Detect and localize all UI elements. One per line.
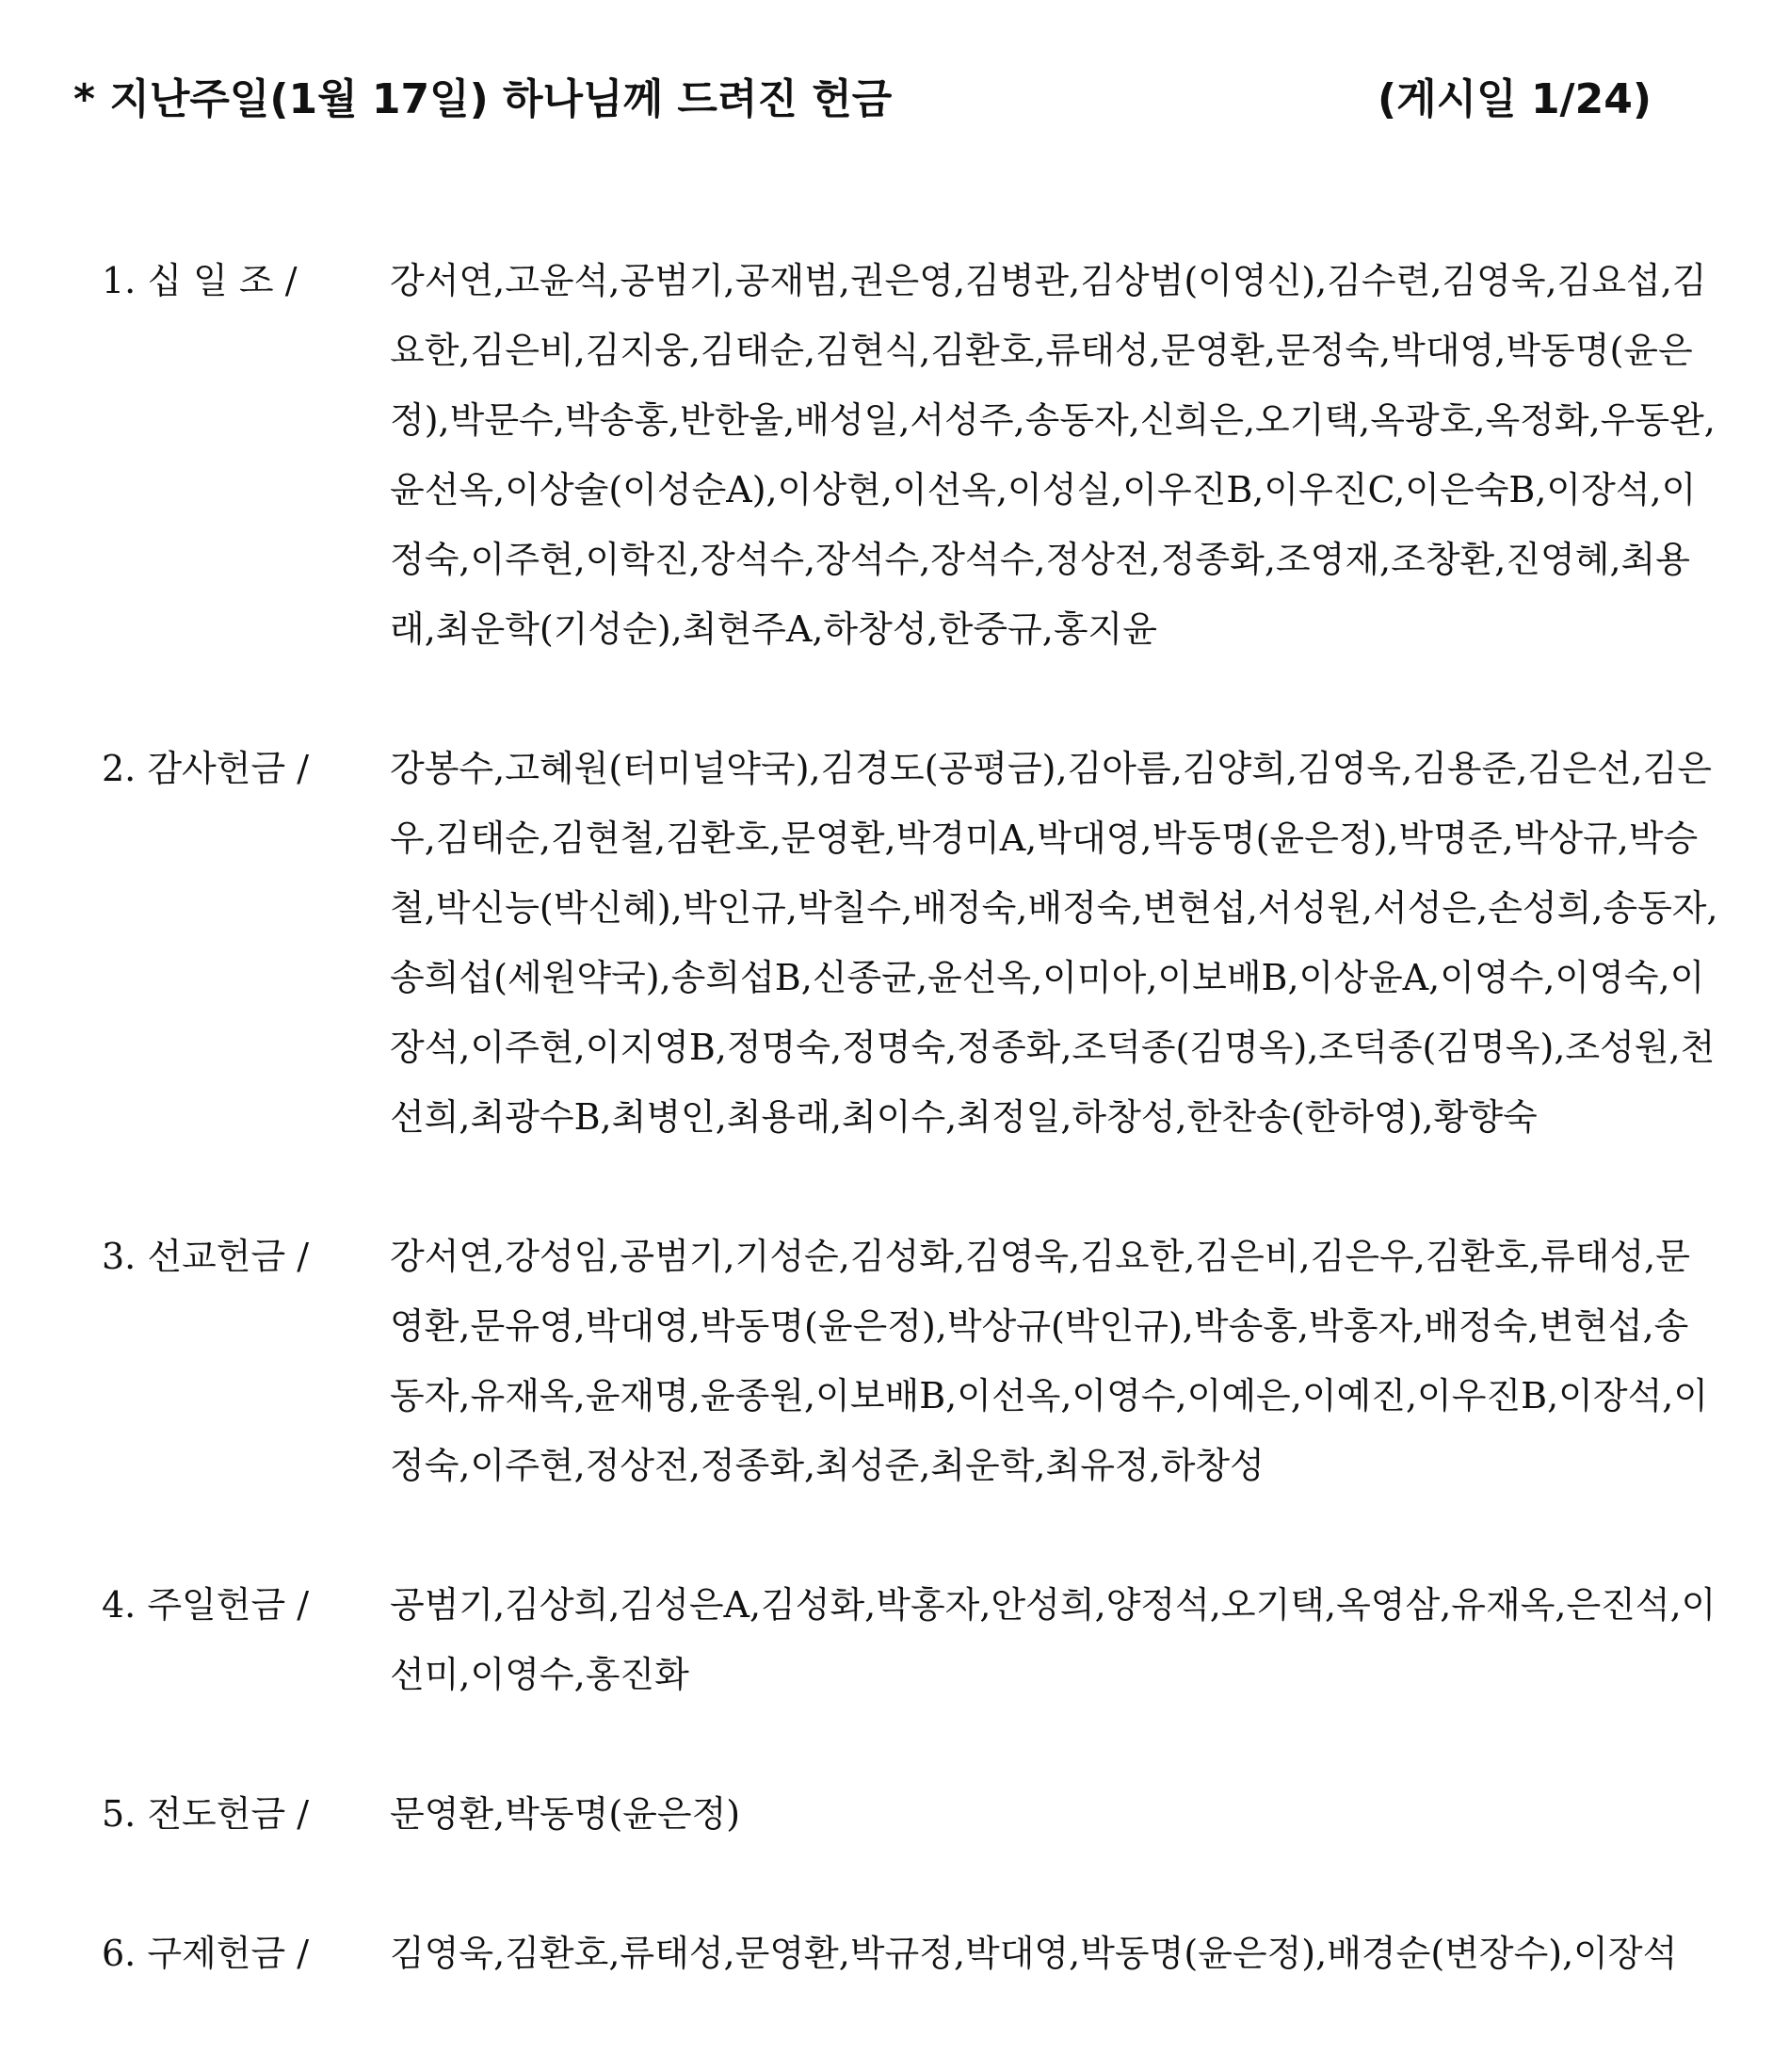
posted-date: (게시일 1/24) bbox=[1378, 75, 1652, 123]
section-label: 3. 선교헌금 / bbox=[102, 1236, 310, 1277]
donor-names: 강서연,강성임,공범기,기성순,김성화,김영욱,김요한,김은비,김은우,김환호,류태성,문영환,문유영,박대영,박동명(윤은정),박상규(박인규),박송홍,박홍자,배정숙,변현섭,송동자,유재옥,윤재명,윤종원,이보배B,이선옥,이영수,이예은,이예진,이우진B,이장석,이정숙,이주현,정상전,정종화,최성준,최운학,최유정,하창성 bbox=[390, 1236, 1709, 1486]
section-label: 2. 감사헌금 / bbox=[102, 748, 310, 789]
section-label: 6. 구제헌금 / bbox=[102, 1933, 310, 1974]
bulletin-header bbox=[73, 72, 1684, 128]
page-title: * 지난주일(1월 17일) 하나님께 드려진 헌금 bbox=[73, 75, 893, 123]
donor-names: 강서연,고윤석,공범기,공재범,권은영,김병관,김상범(이영신),김수련,김영욱,김요섭,김요한,김은비,김지웅,김태순,김현식,김환호,류태성,문영환,문정숙,박대영,박동명(윤은정),박문수,박송홍,반한울,배성일,서성주,송동자,신희은,오기택,옥광호,옥정화,우동완,윤선옥,이상술(이성순A),이상현,이선옥,이성실,이우진B,이우진C,이은숙B,이장석,이정숙,이주현,이학진,장석수,장석수,장석수,정상전,정종화,조영재,조창환,진영혜,최용래,최운학(기성순),최현주A,하창성,한중규,홍지윤 bbox=[390, 260, 1716, 650]
donor-names: 문영환,박동명(윤은정) bbox=[390, 1793, 741, 1835]
section-label: 4. 주일헌금 / bbox=[102, 1584, 310, 1626]
donor-names: 강봉수,고혜원(터미널약국),김경도(공평금),김아름,김양희,김영욱,김용준,김은선,김은우,김태순,김현철,김환호,문영환,박경미A,박대영,박동명(윤은정),박명준,박상규,박승철,박신능(박신혜),박인규,박칠수,배정숙,배정숙,변현섭,서성원,서성은,손성희,송동자,송희섭(세원약국),송희섭B,신종균,윤선옥,이미아,이보배B,이상윤A,이영수,이영숙,이장석,이주현,이지영B,정명숙,정명숙,정종화,조덕종(김명옥),조덕종(김명옥),조성원,천선희,최광수B,최병인,최용래,최이수,최정일,하창성,한찬송(한하영),황향숙 bbox=[390, 748, 1718, 1138]
donor-names: 김영욱,김환호,류태성,문영환,박규정,박대영,박동명(윤은정),배경순(변장수),이장석 bbox=[390, 1933, 1678, 1974]
donor-names: 공범기,김상희,김성은A,김성화,박홍자,안성희,양정석,오기택,옥영삼,유재옥,은진석,이선미,이영수,홍진화 bbox=[390, 1584, 1716, 1695]
section-label: 1. 십 일 조 / bbox=[102, 260, 298, 301]
section-label: 5. 전도헌금 / bbox=[102, 1793, 310, 1835]
